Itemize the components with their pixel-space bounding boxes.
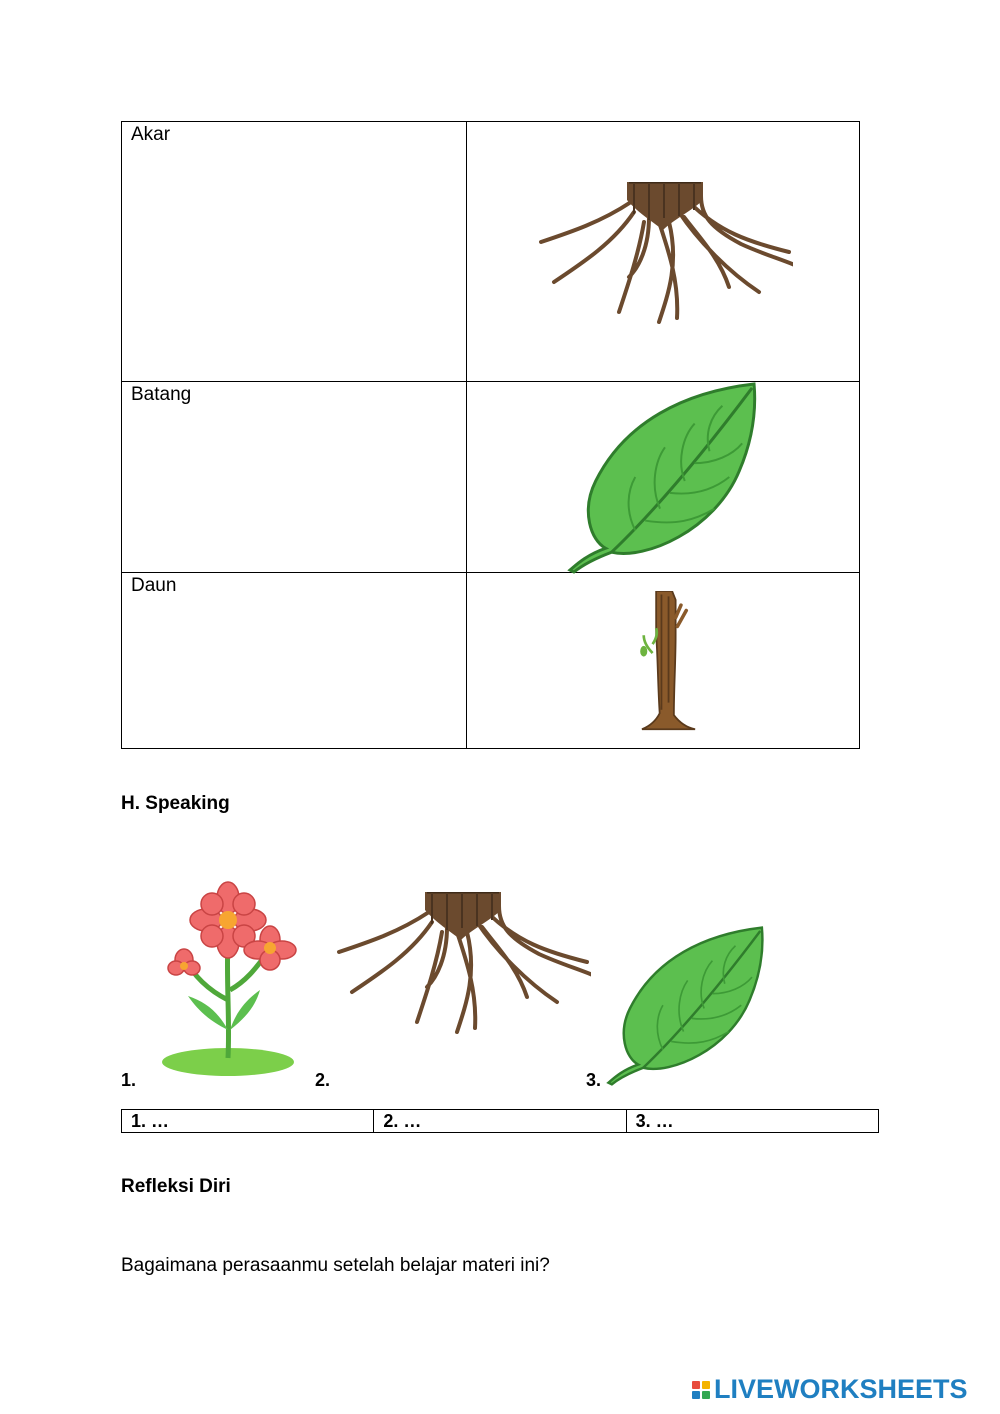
answer-field[interactable]: 3. …	[626, 1110, 878, 1133]
label-cell	[122, 122, 467, 382]
flower-image	[158, 880, 298, 1078]
label-cell	[122, 382, 467, 573]
reflection-heading: Refleksi Diri	[121, 1176, 231, 1197]
table-row	[122, 122, 860, 382]
leaf-image	[565, 382, 761, 574]
row-label: Daun	[131, 575, 177, 596]
image-cell[interactable]	[467, 122, 860, 382]
row-label: Batang	[131, 384, 192, 405]
stem-image	[627, 591, 703, 731]
leaf-image	[604, 926, 768, 1086]
item-number: 2.	[315, 1070, 331, 1090]
item-number: 3.	[586, 1070, 602, 1090]
brand-name: LIVEWORKSHEETS	[714, 1374, 968, 1404]
reflection-question: Bagaimana perasaanmu setelah belajar materi ini?	[121, 1255, 550, 1276]
answer-field[interactable]: 1. …	[122, 1110, 374, 1133]
image-cell[interactable]	[467, 573, 860, 749]
answer-field[interactable]: 2. …	[374, 1110, 626, 1133]
logo-icon	[692, 1381, 710, 1399]
brand-logo[interactable]	[692, 1374, 968, 1405]
row-label: Akar	[131, 124, 171, 145]
table-row	[122, 382, 860, 573]
speaking-heading: H. Speaking	[121, 793, 230, 814]
item-number: 1.	[121, 1070, 137, 1090]
answer-table	[121, 1109, 879, 1133]
table-row	[122, 573, 860, 749]
roots-image	[539, 182, 793, 324]
roots-image	[337, 892, 591, 1034]
table-row	[122, 1110, 879, 1133]
image-cell[interactable]	[467, 382, 860, 573]
matching-table	[121, 121, 860, 749]
label-cell	[122, 573, 467, 749]
